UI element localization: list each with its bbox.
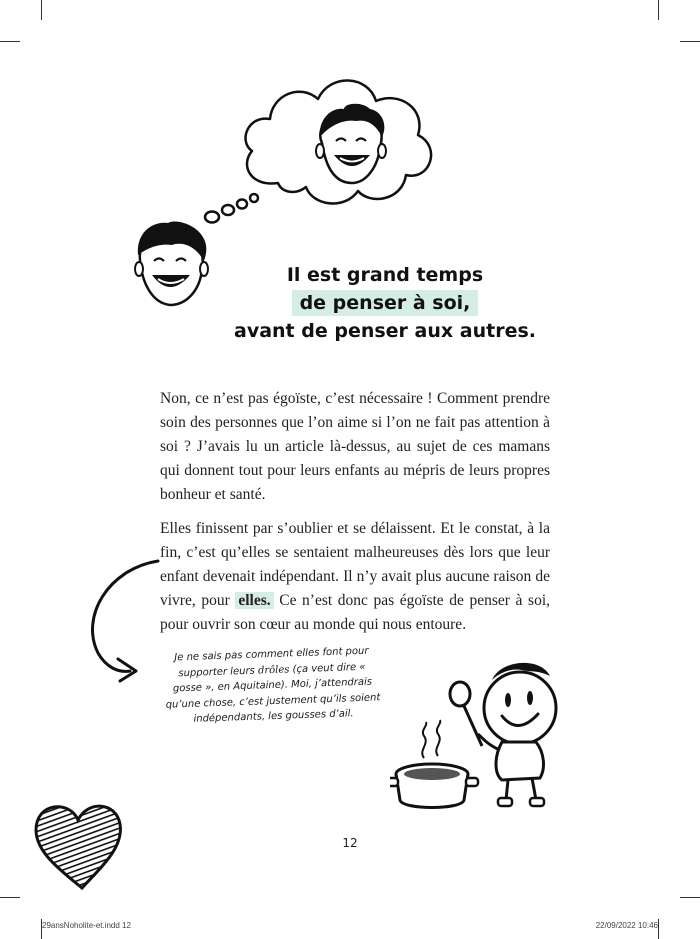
crop-mark-top-left-h	[0, 41, 20, 42]
paragraph-2-part-2: Ce n’est donc pas égoïste de penser à soi, pour ouvrir son cœur au monde qui nous entoure.	[160, 592, 551, 633]
page-number: 12	[342, 836, 358, 850]
spoon	[450, 682, 470, 706]
paragraph-1: Non, ce n’est pas égoïste, c’est nécessaire ! Comment prendre soin des personnes que l’on aime si l’on ne fait pas attention à soi ? J’avais lu un article là-dessus, au sujet de ces mamans qui donnent tout pour leurs enfants au mépris de leurs propres bonheur et santé.	[160, 390, 550, 503]
crop-mark-top-right-v	[658, 0, 659, 20]
crop-mark-bottom-right-v	[658, 919, 659, 939]
smiling-face-left	[135, 222, 208, 305]
cooking-pot	[390, 720, 478, 808]
handwritten-note	[164, 643, 382, 728]
crop-mark-top-left-v	[41, 0, 42, 20]
note-emphasis: drôles	[257, 663, 290, 676]
smiling-face-in-cloud	[316, 104, 386, 183]
crop-mark-top-right-h	[680, 41, 700, 42]
paragraph-2	[160, 517, 550, 637]
footer-file-info: 29ansNoholite-et.indd 12	[42, 921, 131, 930]
quote-line-2	[230, 289, 540, 317]
quote-line-3: avant de penser aux autres.	[234, 320, 536, 342]
note-part-1: Je ne sais pas comment elles font pour supporter leurs	[174, 645, 369, 679]
quote-highlight: de penser à soi,	[292, 290, 479, 316]
note-part-2: (ça veut dire « gosse », en Aquitaine). Moi, j’attendrais qu’une chose, c’est justement qu’ils soient indépendants, les gousses d’ail.	[165, 661, 381, 725]
quote-line-1: Il est grand temps	[286, 264, 484, 286]
crop-mark-bottom-right-h	[680, 897, 700, 898]
body-text	[160, 387, 550, 647]
crop-mark-bottom-left-h	[0, 897, 20, 898]
highlighted-word: elles.	[235, 592, 273, 609]
child-head	[484, 672, 556, 744]
paragraph-2-part-1: Elles finissent par s’oublier et se délaissent. Et le constat, à la fin, c’est qu’elles se sentaient malheureuses dès lors que leur enfant devenait indépendant. Il n’y avait plus aucune raison de vivre, pour	[160, 520, 550, 609]
cooking-child-illustration	[390, 650, 570, 820]
footer-datetime: 22/09/2022 10:46	[595, 921, 658, 930]
